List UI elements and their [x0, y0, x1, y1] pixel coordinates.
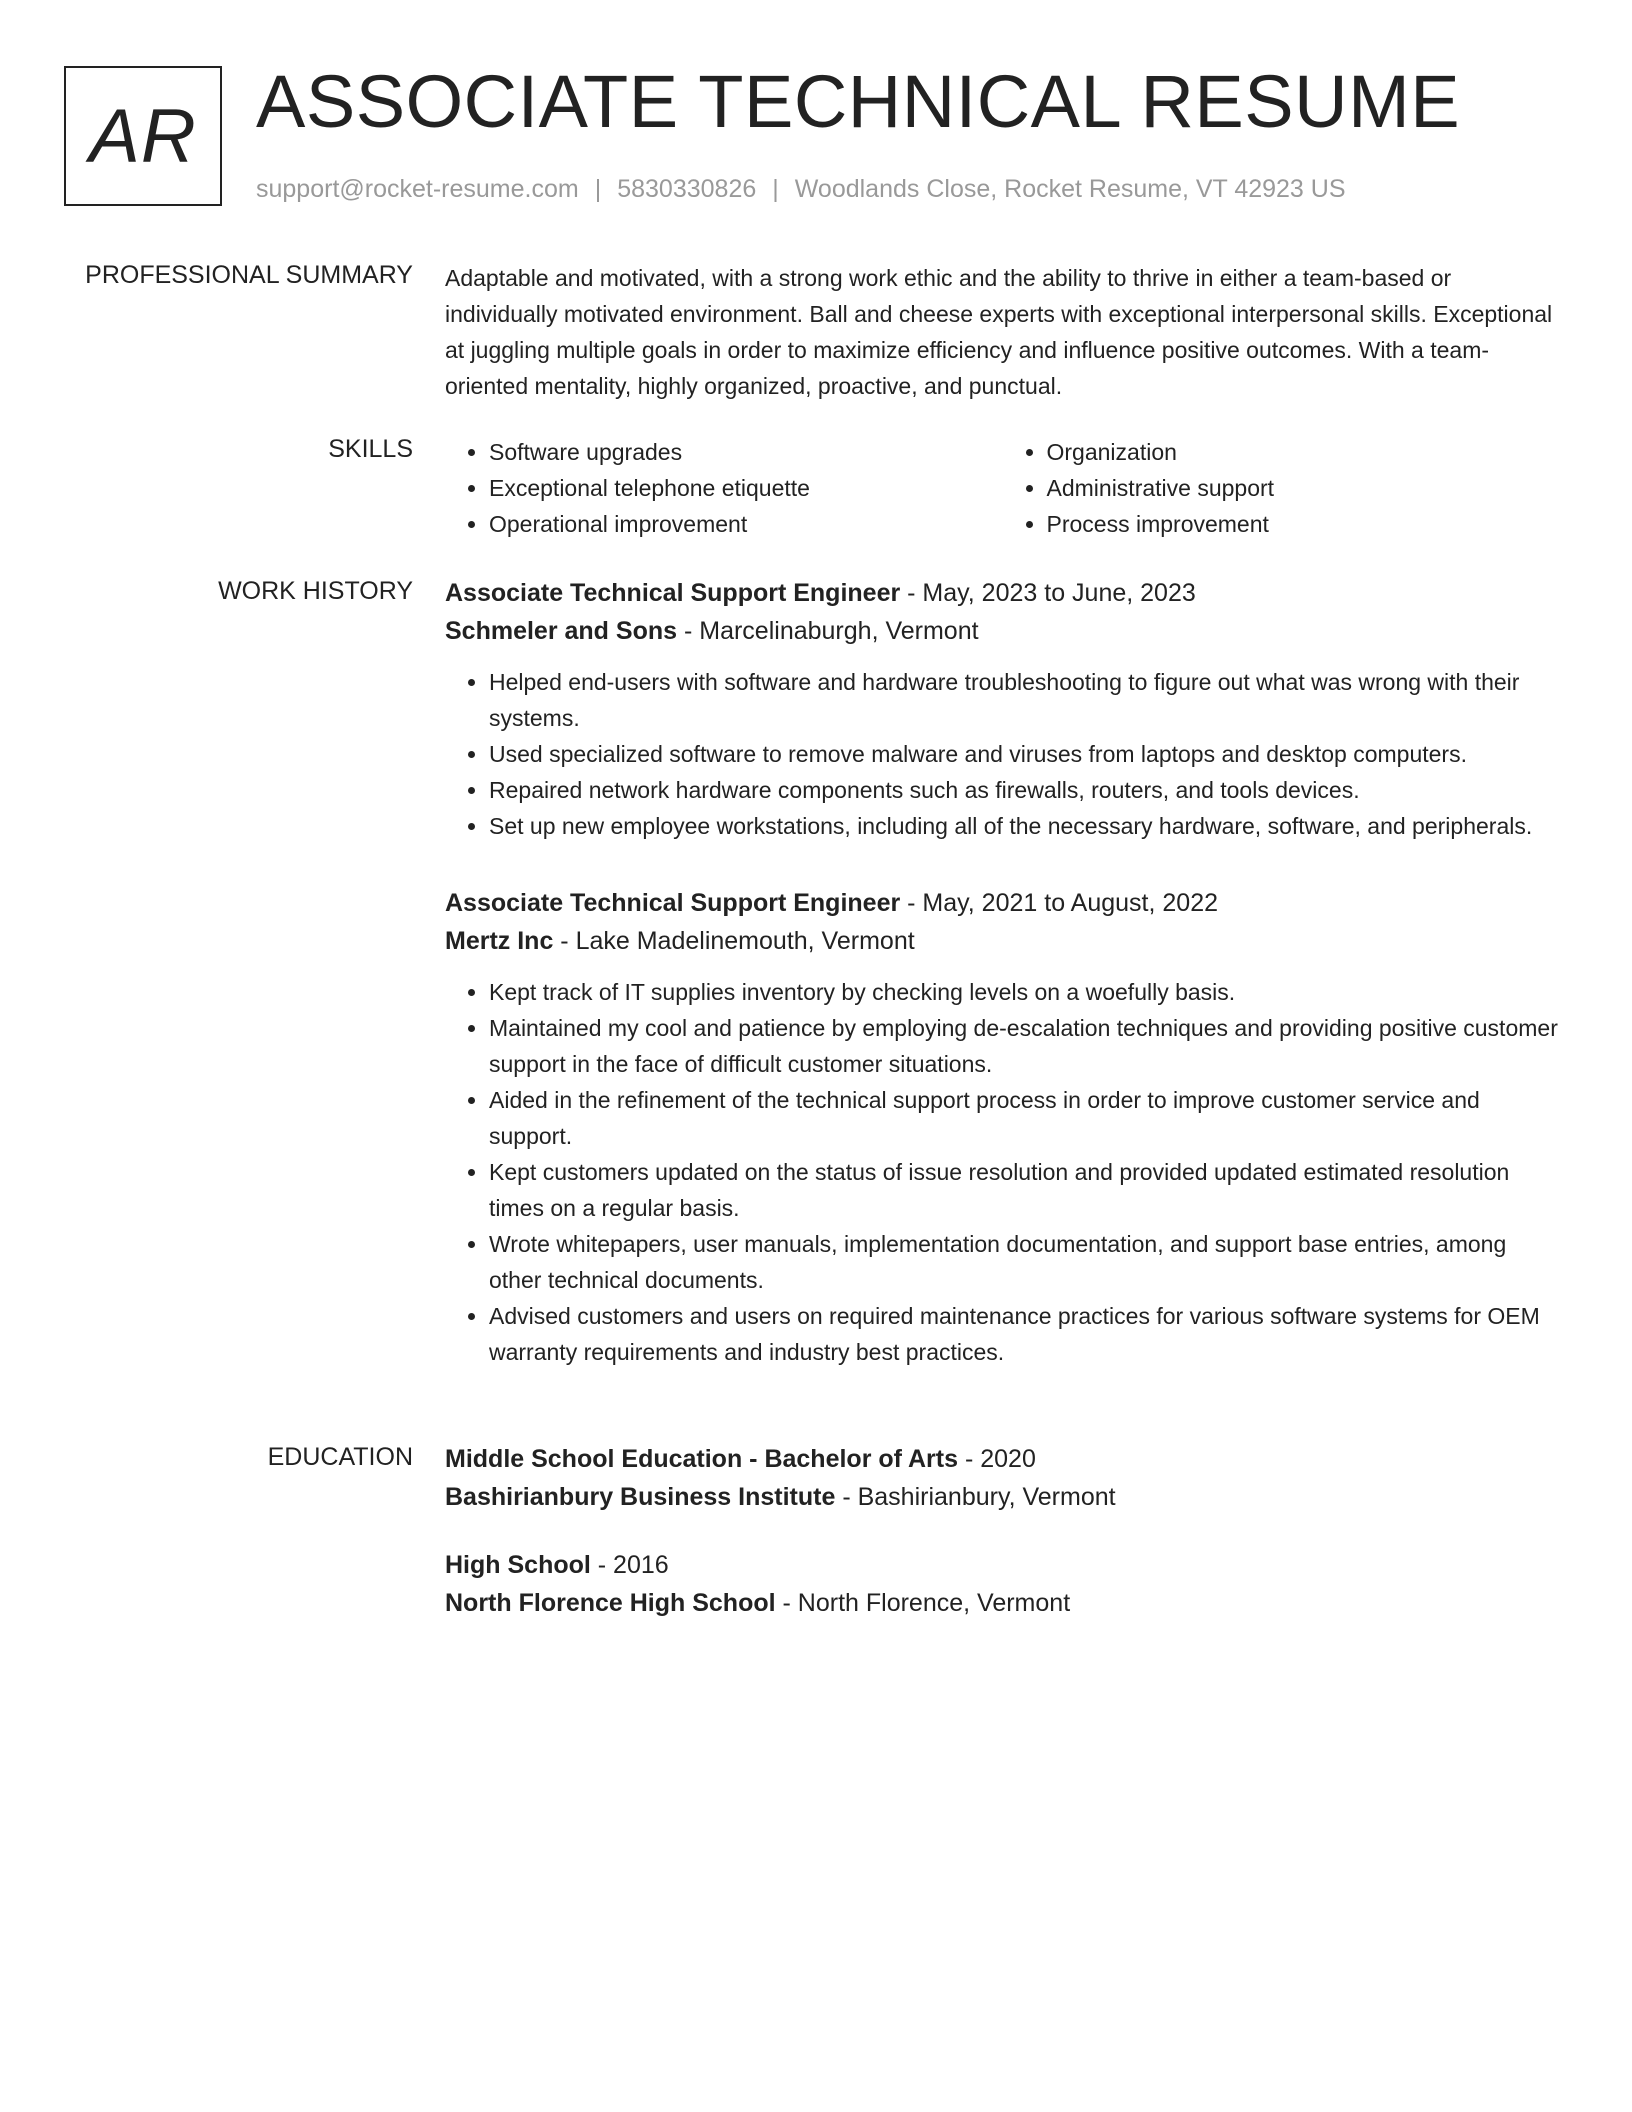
- skills-column-right: [1003, 434, 1561, 542]
- contact-separator: |: [594, 175, 602, 203]
- education-entry: [445, 1440, 1560, 1516]
- job-bullet: • Kept track of IT supplies inventory by checking levels on a woefully basis.: [489, 974, 1560, 1010]
- education-school: North Florence High School: [445, 1589, 776, 1617]
- education-school-line: [445, 1584, 1560, 1622]
- summary-text: Adaptable and motivated, with a strong work ethic and the ability to thrive in either a team-based or individually motivated environment. Ball and cheese experts with exceptional interpersonal skills. Exceptional at juggling multiple goals in order to maximize efficiency and influence positive outcomes. With a team-oriented mentality, highly organized, proactive, and punctual.: [445, 265, 1553, 399]
- education-degree: Middle School Education - Bachelor of Arts: [445, 1445, 959, 1473]
- job-company-line: [445, 612, 1560, 650]
- skill-item: • Process improvement: [1047, 506, 1561, 542]
- job-bullet: • Set up new employee workstations, including all of the necessary hardware, software, and peripherals.: [489, 808, 1560, 844]
- skills-label: SKILLS: [328, 435, 413, 463]
- education-degree-line: [445, 1546, 1560, 1584]
- education-school: Bashirianbury Business Institute: [445, 1483, 836, 1511]
- contact-address: Woodlands Close, Rocket Resume, VT 42923 US: [794, 175, 1346, 203]
- skill-item: • Software upgrades: [489, 434, 1003, 470]
- contact-line: [256, 172, 1346, 206]
- job-company-line: [445, 922, 1560, 960]
- job-bullet: • Aided in the refinement of the technical support process in order to improve customer service and support.: [489, 1082, 1560, 1154]
- skills-grid: [445, 434, 1560, 542]
- skill-item: • Administrative support: [1047, 470, 1561, 506]
- job-bullet: • Advised customers and users on required maintenance practices for various software systems for OEM warranty requirements and industry best practices.: [489, 1298, 1560, 1370]
- skill-item: • Exceptional telephone etiquette: [489, 470, 1003, 506]
- skill-item: • Operational improvement: [489, 506, 1003, 542]
- education-degree-line: [445, 1440, 1560, 1478]
- contact-phone: 5830330826: [617, 175, 757, 203]
- monogram-initials: AR: [89, 93, 197, 179]
- job-bullets: [445, 664, 1560, 844]
- job-bullets: [445, 974, 1560, 1370]
- education-school-line: [445, 1478, 1560, 1516]
- job-bullet: • Wrote whitepapers, user manuals, implementation documentation, and support base entries, among other technical documents.: [489, 1226, 1560, 1298]
- education-location: - Bashirianbury, Vermont: [835, 1483, 1116, 1511]
- contact-separator: |: [772, 175, 779, 203]
- job-bullet: • Maintained my cool and patience by employing de-escalation techniques and providing positive customer support in the face of difficult customer situations.: [489, 1010, 1560, 1082]
- job-title-line: [445, 884, 1560, 922]
- job-company: Schmeler and Sons: [445, 617, 678, 645]
- education-year: - 2020: [958, 1445, 1036, 1473]
- education-body: [445, 1440, 1560, 1652]
- resume-title: ASSOCIATE TECHNICAL RESUME: [256, 60, 1461, 143]
- job-bullet: • Kept customers updated on the status of issue resolution and provided updated estimated resolution times on a regular basis.: [489, 1154, 1560, 1226]
- summary-label: PROFESSIONAL SUMMARY: [85, 261, 413, 289]
- job-title-line: [445, 574, 1560, 612]
- work-history-body: [445, 574, 1560, 1410]
- contact-email: support@rocket-resume.com: [256, 175, 579, 203]
- job-entry: [445, 884, 1560, 1370]
- job-location: - Marcelinaburgh, Vermont: [677, 617, 979, 645]
- job-bullet: • Repaired network hardware components such as firewalls, routers, and tools devices.: [489, 772, 1560, 808]
- monogram-box: [64, 66, 222, 206]
- job-bullet: • Helped end-users with software and hardware troubleshooting to figure out what was wrong with their systems.: [489, 664, 1560, 736]
- education-location: - North Florence, Vermont: [775, 1589, 1071, 1617]
- education-label: EDUCATION: [267, 1443, 413, 1471]
- job-company: Mertz Inc: [445, 927, 554, 955]
- job-dates: - May, 2021 to August, 2022: [900, 889, 1219, 917]
- job-bullet: • Used specialized software to remove malware and viruses from laptops and desktop computers.: [489, 736, 1560, 772]
- education-year: - 2016: [590, 1551, 669, 1579]
- skills-column-left: [445, 434, 1003, 542]
- job-entry: [445, 574, 1560, 844]
- work-history-label: WORK HISTORY: [218, 577, 413, 605]
- skill-item: • Organization: [1047, 434, 1561, 470]
- education-entry: [445, 1546, 1560, 1622]
- education-degree: High School: [445, 1551, 591, 1579]
- job-dates: - May, 2023 to June, 2023: [900, 579, 1196, 607]
- job-title: Associate Technical Support Engineer: [445, 579, 901, 607]
- skills-body: [445, 434, 1560, 542]
- summary-body: [445, 260, 1560, 404]
- job-location: - Lake Madelinemouth, Vermont: [553, 927, 915, 955]
- job-title: Associate Technical Support Engineer: [445, 889, 901, 917]
